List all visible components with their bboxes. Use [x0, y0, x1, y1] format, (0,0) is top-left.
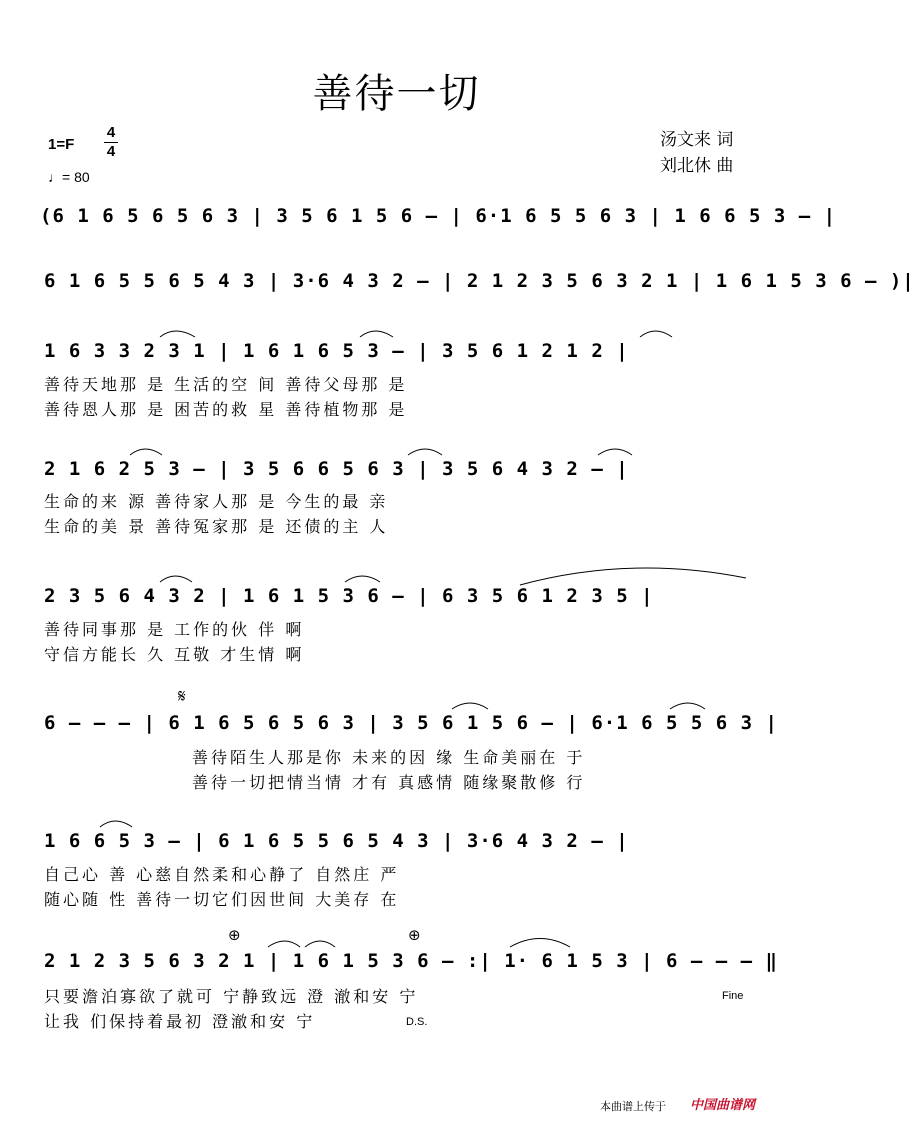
phrase-arc: [520, 568, 746, 585]
score-line-6-lyric-2: 善待一切把情当情 才有 真感情 随缘聚散修 行: [192, 773, 586, 792]
score-line-6-notes: 6 – – – | 6 1 6 5 6 5 6 3 | 3 5 6 1 5 6 – | 6·1 6 5 5 6 3 |: [44, 712, 778, 734]
score-line-5-lyric-1: 善待同事那 是 工作的伙 伴 啊: [44, 620, 305, 639]
score-line-7-lyric-1: 自己心 善 心慈自然柔和心静了 自然庄 严: [44, 865, 400, 884]
slur-mark: [100, 821, 132, 827]
coda-sign-1: ⊕: [228, 926, 241, 944]
time-signature-top: 4: [106, 124, 116, 141]
footer-upload-text: 本曲谱上传于: [600, 1100, 666, 1113]
score-line-3-lyric-2: 善待恩人那 是 困苦的救 星 善待植物那 是: [44, 400, 408, 419]
slur-mark: [640, 331, 672, 337]
score-line-8-lyric-2: 让我 们保持着最初 澄澈和安 宁: [44, 1012, 316, 1031]
coda-sign-2: ⊕: [408, 926, 421, 944]
slur-mark: [408, 449, 442, 455]
tempo-marking: ♩= 80: [48, 169, 90, 185]
ds-marking: D.S.: [406, 1016, 428, 1028]
score-line-4-lyric-1: 生命的来 源 善待家人那 是 今生的最 亲: [44, 492, 389, 511]
score-line-7-lyric-2: 随心随 性 善待一切它们因世间 大美存 在: [44, 890, 400, 909]
score-line-3-lyric-1: 善待天地那 是 生活的空 间 善待父母那 是: [44, 375, 408, 394]
score-line-4-lyric-2: 生命的美 景 善待冤家那 是 还债的主 人: [44, 517, 389, 536]
score-line-8-lyric-1: 只要澹泊寡欲了就可 宁静致远 澄 澈和安 宁: [44, 987, 419, 1006]
score-line-5-notes: 2 3 5 6 4 3 2 | 1 6 1 5 3 6 – | 6 3 5 6 1 2 3 5 |: [44, 585, 654, 607]
song-title: 善待一切: [312, 71, 481, 117]
score-line-4-notes: 2 1 6 2 5 3 – | 3 5 6 6 5 6 3 | 3 5 6 4 3 2 – |: [44, 458, 629, 480]
slur-mark: [345, 576, 380, 582]
slur-mark: [510, 939, 570, 948]
slur-mark: [670, 703, 705, 709]
slur-mark: [360, 331, 393, 337]
slur-mark: [130, 449, 162, 455]
score-line-1-notes: (6 1 6 5 6 5 6 3 | 3 5 6 1 5 6 – | 6·1 6 5 5 6 3 | 1 6 6 5 3 – |: [40, 205, 837, 227]
fine-marking: Fine: [722, 990, 744, 1002]
time-signature-bottom: 4: [106, 143, 116, 160]
score-line-3-notes: 1 6 3 3 2 3 1 | 1 6 1 6 5 3 – | 3 5 6 1 2 1 2 |: [44, 340, 629, 362]
score-line-2-notes: 6 1 6 5 5 6 5 4 3 | 3·6 4 3 2 – | 2 1 2 3 5 6 3 2 1 | 1 6 1 5 3 6 – )|: [44, 270, 915, 292]
slur-mark: [160, 331, 195, 337]
score-line-7-notes: 1 6 6 5 3 – | 6 1 6 5 5 6 5 4 3 | 3·6 4 3 2 – |: [44, 830, 629, 852]
lyricist-credit: 汤文来 词: [660, 130, 734, 150]
composer-credit: 刘北休 曲: [660, 156, 734, 176]
slur-mark: [160, 576, 192, 582]
key-signature: 1=F: [48, 136, 75, 153]
slur-mark: [268, 941, 300, 947]
slur-mark: [305, 941, 335, 947]
footer-brand-logo[interactable]: 中国曲谱网: [690, 1098, 756, 1113]
score-line-8-notes: 2 1 2 3 5 6 3 2 1 | 1 6 1 5 3 6 – :| 1· 6 1 5 3 | 6 – – – ‖: [44, 950, 778, 972]
slur-mark: [452, 703, 488, 709]
slur-mark: [598, 449, 632, 455]
segno-sign: 𝄋: [178, 686, 186, 707]
score-line-6-lyric-1: 善待陌生人那是你 未来的因 缘 生命美丽在 于: [192, 748, 586, 767]
score-line-5-lyric-2: 守信方能长 久 互敬 才生情 啊: [44, 645, 305, 664]
